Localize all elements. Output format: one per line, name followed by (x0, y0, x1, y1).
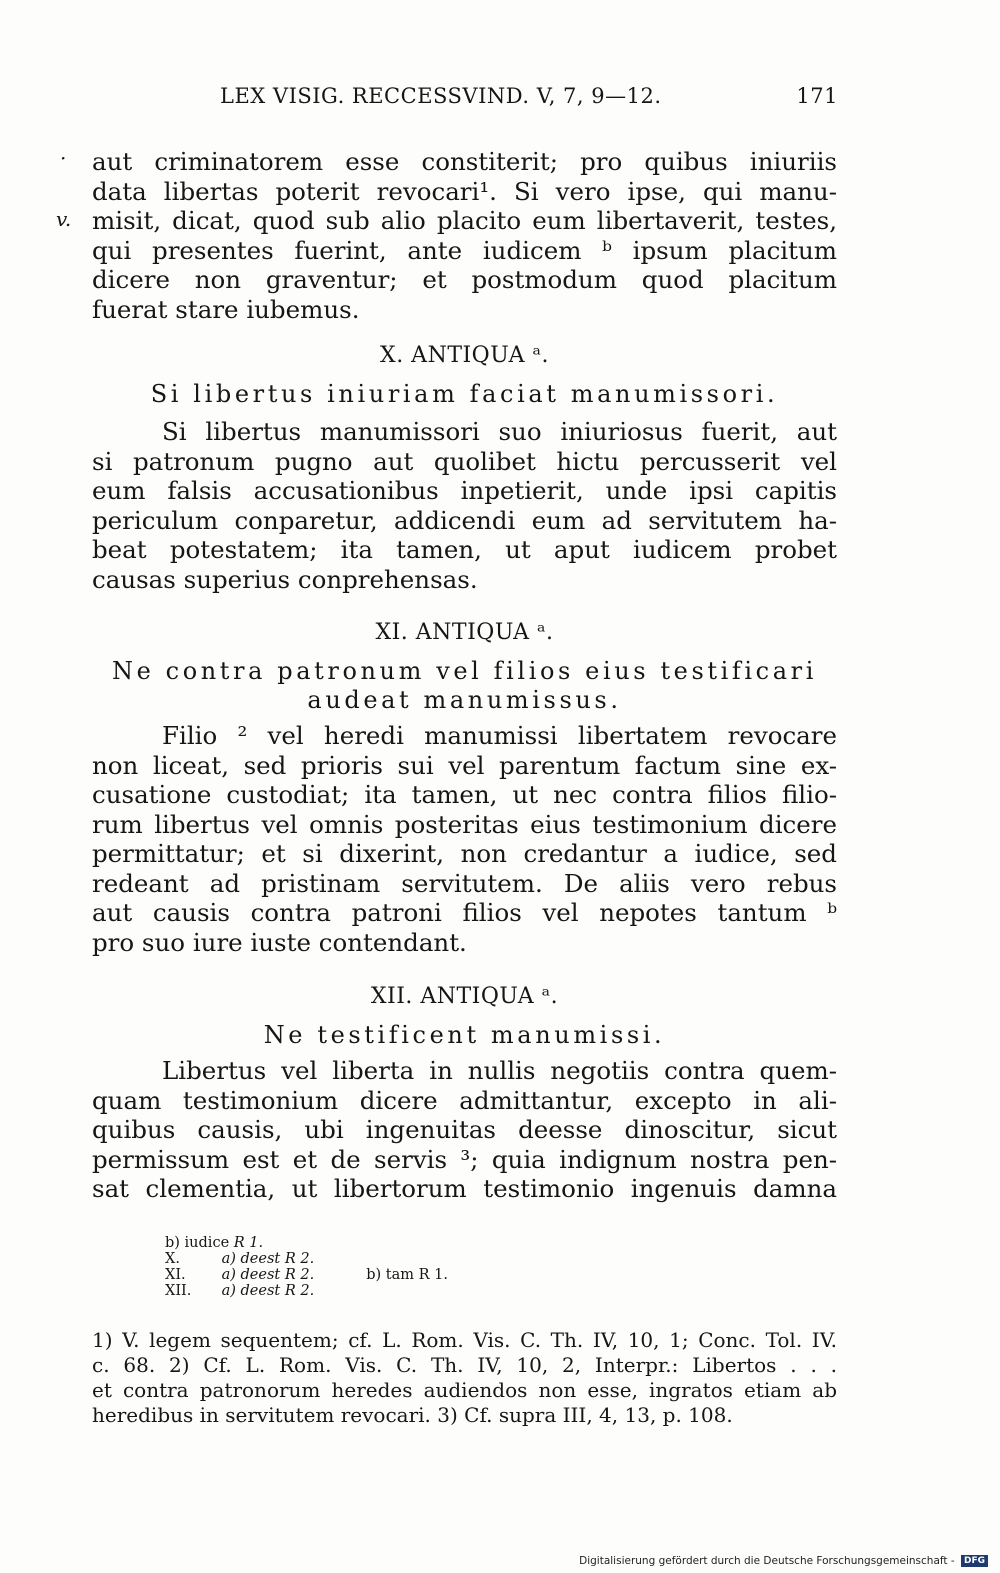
text-line: permissum est et de servis ³; quia indignum nostra pen- (92, 1144, 837, 1174)
apparatus-siglum: R 1. (233, 1235, 264, 1251)
credit-text: Digitalisierung gefördert durch die Deutsche Forschungsgemeinschaft - (579, 1555, 955, 1567)
text-line: eum falsis accusationibus inpetierit, unde ipsi capitis (92, 476, 837, 505)
footnote-line: c. 68. 2) Cf. L. Rom. Vis. C. Th. IV, 10, 2, Interpr.: Libertos . . . (92, 1353, 837, 1377)
text-line: aut criminatorem esse constiterit; pro quibus iniuriis (92, 147, 837, 176)
footnotes (92, 1328, 837, 1428)
section-rubric-xii (92, 1021, 837, 1050)
footnote-line: heredibus in servitutem revocari. 3) Cf. supra III, 4, 13, p. 108. (92, 1403, 733, 1427)
section-text-xi (92, 721, 837, 957)
text-line: data libertas poterit revocari¹. Si vero ipse, qui manu- (92, 176, 837, 206)
margin-v-mark: v. (56, 207, 72, 231)
apparatus-section: XII. (165, 1283, 192, 1299)
rubric-line: Si libertus iniuriam faciat manumissori. (150, 380, 779, 408)
section-heading-x: X. ANTIQUA ᵃ. (380, 343, 549, 368)
text-line: sat clementia, ut libertorum testimonio ingenuis damna (92, 1174, 837, 1203)
text-line: dicere non graventur; et postmodum quod placitum (92, 265, 837, 294)
section-heading-xi: XI. ANTIQUA ᵃ. (375, 620, 554, 645)
apparatus-row (165, 1251, 448, 1267)
section-text-x (92, 417, 837, 594)
apparatus-section: X. (165, 1251, 180, 1267)
page-number: 171 (796, 84, 838, 108)
section-rubric-x (92, 380, 837, 409)
text-line: non liceat, sed prioris sui vel parentum factum sine ex- (92, 750, 837, 780)
apparatus-entry: b) tam R 1. (366, 1267, 448, 1283)
critical-apparatus (165, 1235, 448, 1299)
apparatus-row (165, 1283, 448, 1299)
text-line: periculum conparetur, addicendi eum ad servitutem ha- (92, 505, 837, 535)
apparatus-row (165, 1267, 448, 1283)
text-line: causas superius conprehensas. (92, 564, 478, 594)
footnote-line: et contra patronorum heredes audiendos non esse, ingratos etiam ab (92, 1378, 837, 1402)
text-line: fuerat stare iubemus. (92, 294, 360, 324)
apparatus-row (165, 1235, 448, 1251)
dfg-logo: DFG (961, 1555, 988, 1567)
text-line: rum libertus vel omnis posteritas eius testimonium dicere (92, 809, 837, 839)
text-line: pro suo iure iuste contendant. (92, 927, 467, 957)
section-heading-xii: XII. ANTIQUA ᵃ. (370, 984, 559, 1009)
rubric-line: Ne testificent manumissi. (263, 1021, 666, 1049)
rubric-line: Ne contra patronum vel filios eius testificari (112, 657, 817, 685)
section-text-xii (92, 1056, 837, 1204)
apparatus-entry: a) deest R 2. (221, 1251, 315, 1267)
text-line: redeant ad pristinam servitutem. De aliis vero rebus (92, 868, 837, 898)
apparatus-entry: a) deest R 2. (221, 1283, 315, 1299)
text-line: Filio ² vel heredi manumissi libertatem revocare (162, 721, 837, 750)
text-line: si patronum pugno aut quolibet hictu percusserit vel (92, 446, 837, 476)
text-line: quibus causis, ubi ingenuitas deesse dinoscitur, sicut (92, 1115, 837, 1144)
text-line: cusatione custodiat; ita tamen, ut nec contra filios filio- (92, 780, 837, 809)
apparatus-section: XI. (165, 1267, 186, 1283)
text-line: Libertus vel liberta in nullis negotiis contra quem- (162, 1056, 837, 1085)
text-line: quam testimonium dicere admittantur, excepto in ali- (92, 1085, 837, 1115)
text-line: qui presentes fuerint, ante iudicem ᵇ ipsum placitum (92, 235, 837, 265)
apparatus-entry: b) iudice (165, 1235, 230, 1251)
text-line: aut causis contra patroni filios vel nepotes tantum ᵇ (92, 898, 837, 927)
apparatus-entry: a) deest R 2. (221, 1267, 315, 1283)
text-line: beat potestatem; ita tamen, ut aput iudicem probet (92, 535, 837, 564)
footnote-line: 1) V. legem sequentem; cf. L. Rom. Vis. C. Th. IV, 10, 1; Conc. Tol. IV. (92, 1328, 837, 1352)
text-line: misit, dicat, quod sub alio placito eum libertaverit, testes, (92, 206, 837, 235)
text-line: Si libertus manumissori suo iniuriosus fuerit, aut (162, 417, 837, 446)
rubric-line: audeat manumissus. (307, 686, 622, 714)
margin-dot-mark: · (60, 146, 67, 170)
text-line: permittatur; et si dixerint, non credantur a iudice, sed (92, 839, 837, 868)
intro-paragraph (92, 147, 837, 324)
running-header (220, 84, 838, 116)
section-rubric-xi (92, 657, 837, 715)
digitization-credit (579, 1555, 988, 1567)
running-title: LEX VISIG. RECCESSVIND. V, 7, 9—12. (220, 84, 662, 108)
